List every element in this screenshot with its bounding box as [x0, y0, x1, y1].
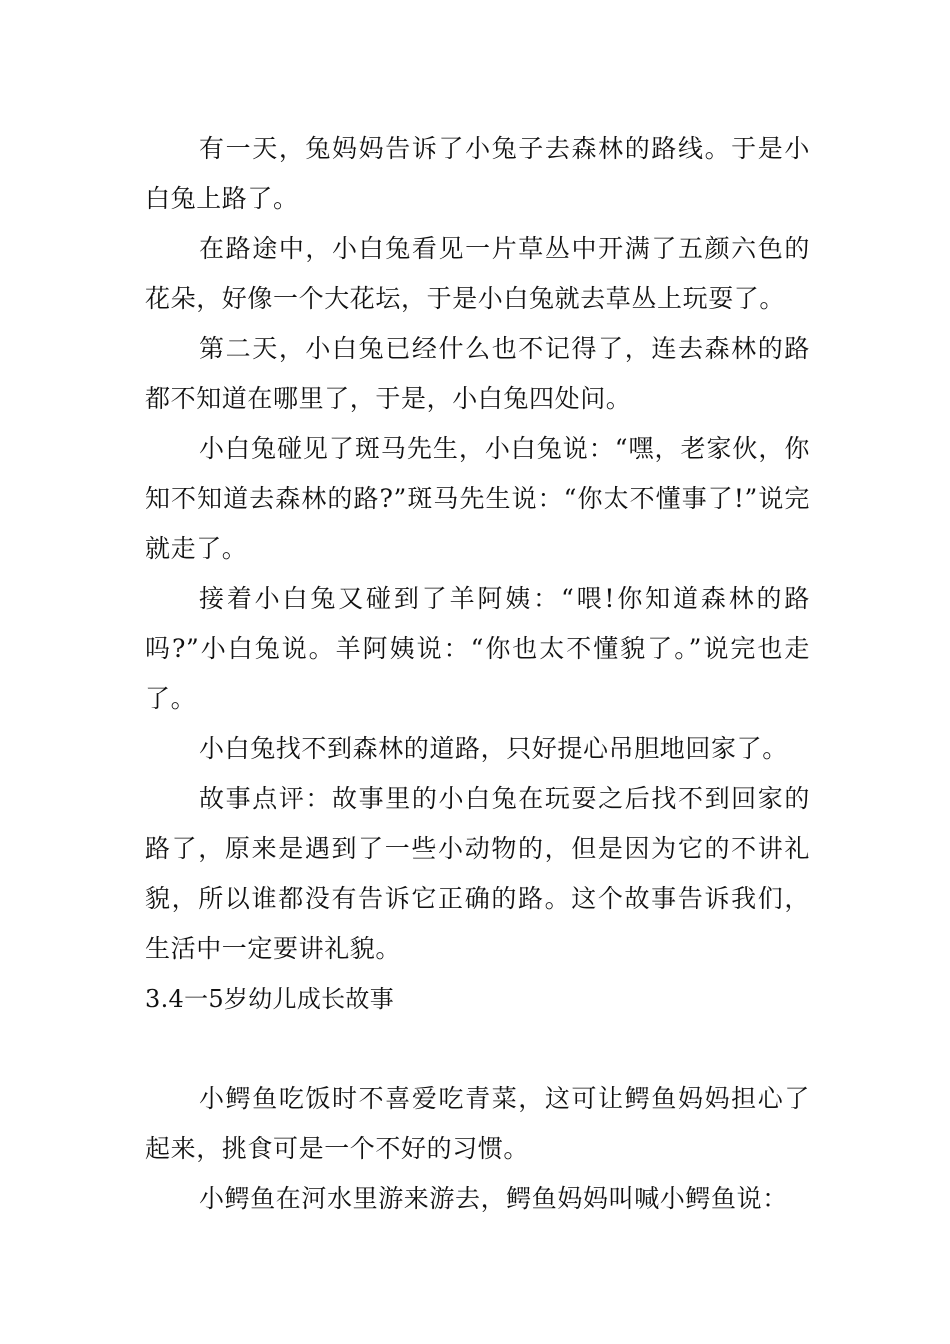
paragraph: 有一天，兔妈妈告诉了小兔子去森林的路线。于是小白兔上路了。	[145, 134, 810, 213]
paragraph: 小白兔找不到森林的道路，只好提心吊胆地回家了。	[199, 734, 788, 763]
paragraph: 接着小白兔又碰到了羊阿姨：“喂!你知道森林的路吗?”小白兔说。羊阿姨说：“你也太不懂貌了。”说完也走了。	[145, 584, 810, 713]
paragraph: 在路途中，小白兔看见一片草丛中开满了五颜六色的花朵，好像一个大花坛，于是小白兔就去草丛上玩耍了。	[145, 234, 810, 313]
paragraph: 故事点评：故事里的小白兔在玩耍之后找不到回家的路了，原来是遇到了一些小动物的，但是因为它的不讲礼貌，所以谁都没有告诉它正确的路。这个故事告诉我们，生活中一定要讲礼貌。	[145, 784, 810, 963]
paragraph: 第二天，小白兔已经什么也不记得了，连去森林的路都不知道在哪里了，于是，小白兔四处问。	[145, 334, 810, 413]
section-heading: 3.4一5岁幼儿成长故事	[145, 985, 395, 1013]
paragraph: 小白兔碰见了斑马先生，小白兔说：“嘿，老家伙，你知不知道去森林的路?”斑马先生说：“你太不懂事了!”说完就走了。	[145, 434, 810, 563]
paragraph: 小鳄鱼在河水里游来游去，鳄鱼妈妈叫喊小鳄鱼说：	[199, 1184, 788, 1213]
paragraph: 小鳄鱼吃饭时不喜爱吃青菜，这可让鳄鱼妈妈担心了起来，挑食可是一个不好的习惯。	[145, 1084, 810, 1163]
blank-line	[145, 1024, 810, 1074]
story-section-rabbit	[145, 124, 810, 1224]
